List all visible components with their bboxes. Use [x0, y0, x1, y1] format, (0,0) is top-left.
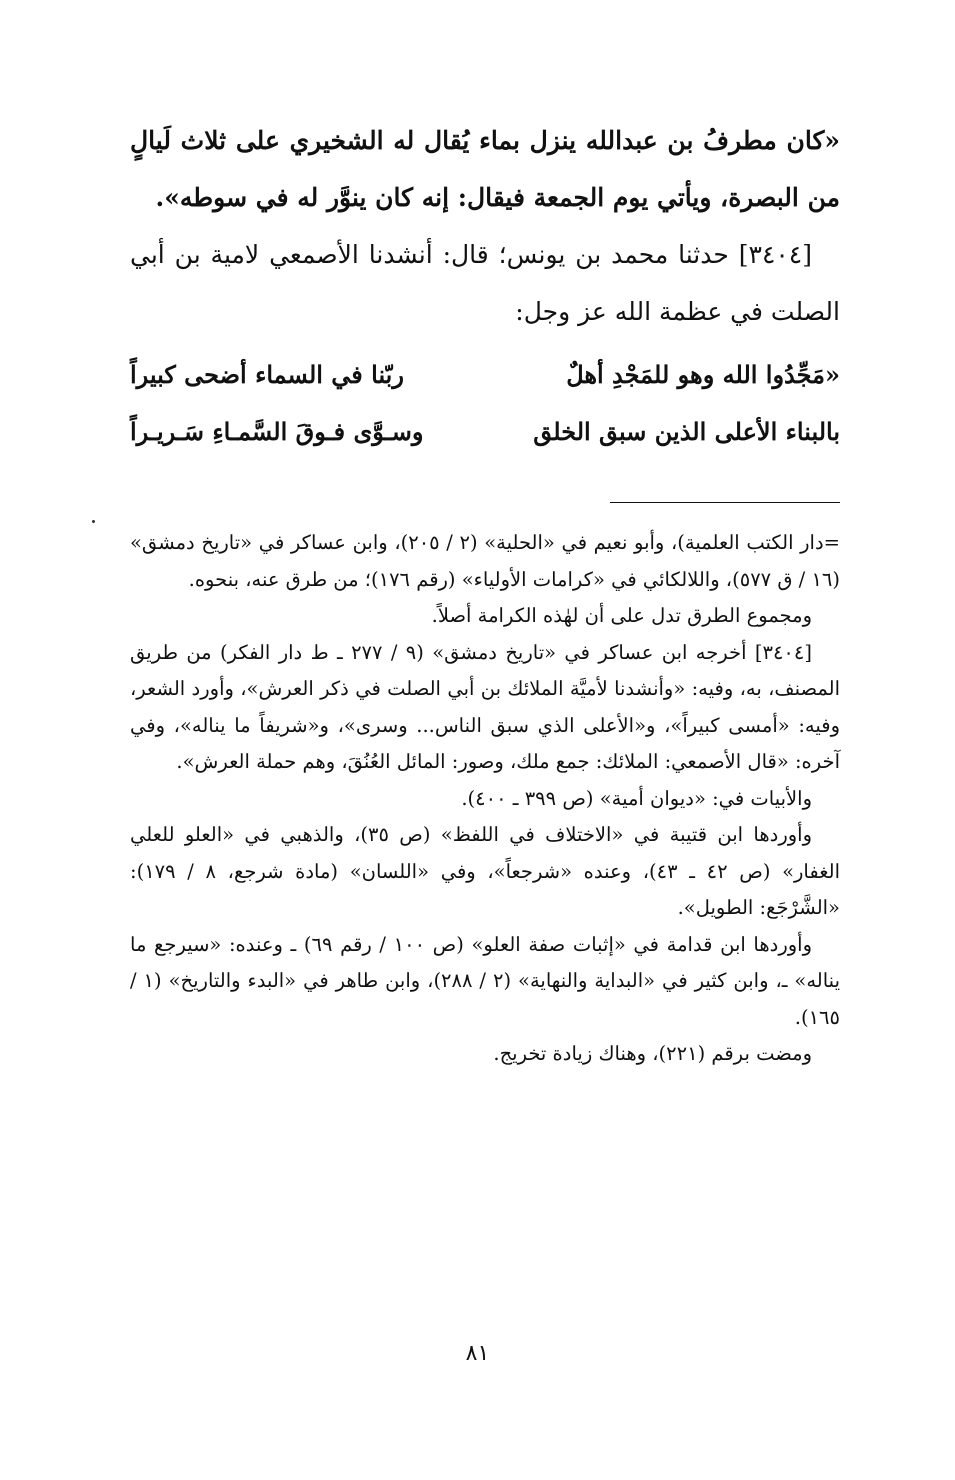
verse-first-hemistich: «مَجِّدُوا الله وهو للمَجْدِ أهلٌ — [566, 360, 840, 389]
poem — [130, 346, 840, 460]
footnote-paragraph: [٣٤٠٤] أخرجه ابن عساكر في «تاريخ دمشق» (٩ / ٢٧٧ ـ ط دار الفكر) من طريق المصنف، به، وفيه: «وأنشدنا لأميَّة الملائك بن أبي الصلت في ذكر العرش»، وأورد الشعر، وفيه: «أمسى كبيراً»، و«الأعلى الذي سبق الناس... وسرى»، و«شريفاً ما يناله»، وفي آخره: «قال الأصمعي: الملائك: جمع ملك، وصور: المائل العُنُقَ، وهم حملة العرش». — [130, 640, 840, 773]
verse-second-hemistich: ربّنا في السماء أضحى كبيراً — [130, 360, 404, 389]
main-paragraph-hadith-3404: [٣٤٠٤] حدثنا محمد بن يونس؛ قال: أنشدنا الأصمعي لامية بن أبي الصلت في عظمة الله عز وجل: — [130, 240, 840, 326]
footnote-paragraph: والأبيات في: «ديوان أمية» (ص ٣٩٩ ـ ٤٠٠). — [461, 786, 812, 810]
footnote-paragraph: =دار الكتب العلمية)، وأبو نعيم في «الحلية» (٢ / ٢٠٥)، وابن عساكر في «تاريخ دمشق» (١٦ / ق ٥٧٧)، واللالكائي في «كرامات الأولياء» (رقم ١٧٦)؛ من طرق عنه، بنحوه. — [130, 531, 840, 591]
footnotes — [130, 525, 840, 1073]
poem-verse — [130, 346, 840, 403]
footnote-paragraph: ومجموع الطرق تدل على أن لهٰذه الكرامة أصلاً. — [431, 604, 812, 627]
footnote-paragraph: وأوردها ابن قدامة في «إثبات صفة العلو» (ص ١٠٠ / رقم ٦٩) ـ وعنده: «سيرجع ما يناله» ـ، وابن كثير في «البداية والنهاية» (٢ / ٢٨٨)، وابن طاهر في «البدء والتاريخ» (١ / ١٦٥). — [130, 932, 840, 1029]
document-page — [130, 112, 840, 1480]
main-text — [130, 112, 840, 340]
poem-verse — [130, 403, 840, 460]
main-paragraph-karama: «كان مطرفُ بن عبدالله ينزل بماء يُقال له الشخيري على ثلاث لَيالٍ من البصرة، ويأتي يوم الجمعة فيقال: إنه كان ينوَّر له في سوطه». — [130, 126, 840, 212]
footnote-paragraph: ومضت برقم (٢٢١)، وهناك زيادة تخريج. — [493, 1042, 812, 1065]
verse-first-hemistich: بالبناء الأعلى الذين سبق الخلق — [533, 417, 840, 446]
footnote-separator — [610, 502, 840, 503]
verse-second-hemistich: وسـوَّى فـوقَ السَّمـاءِ سَـريـراً — [130, 417, 424, 446]
page-number: ٨١ — [465, 1341, 490, 1366]
footnote-paragraph: وأوردها ابن قتيبة في «الاختلاف في اللفظ» (ص ٣٥)، والذهبي في «العلو للعلي الغفار» (ص ٤٢ ـ ٤٣)، وعنده «شرجعاً»، وفي «اللسان» (مادة شرجع، ٨ / ١٧٩): «الشَّرْجَع: الطويل». — [130, 823, 841, 919]
scan-speck — [92, 520, 95, 523]
